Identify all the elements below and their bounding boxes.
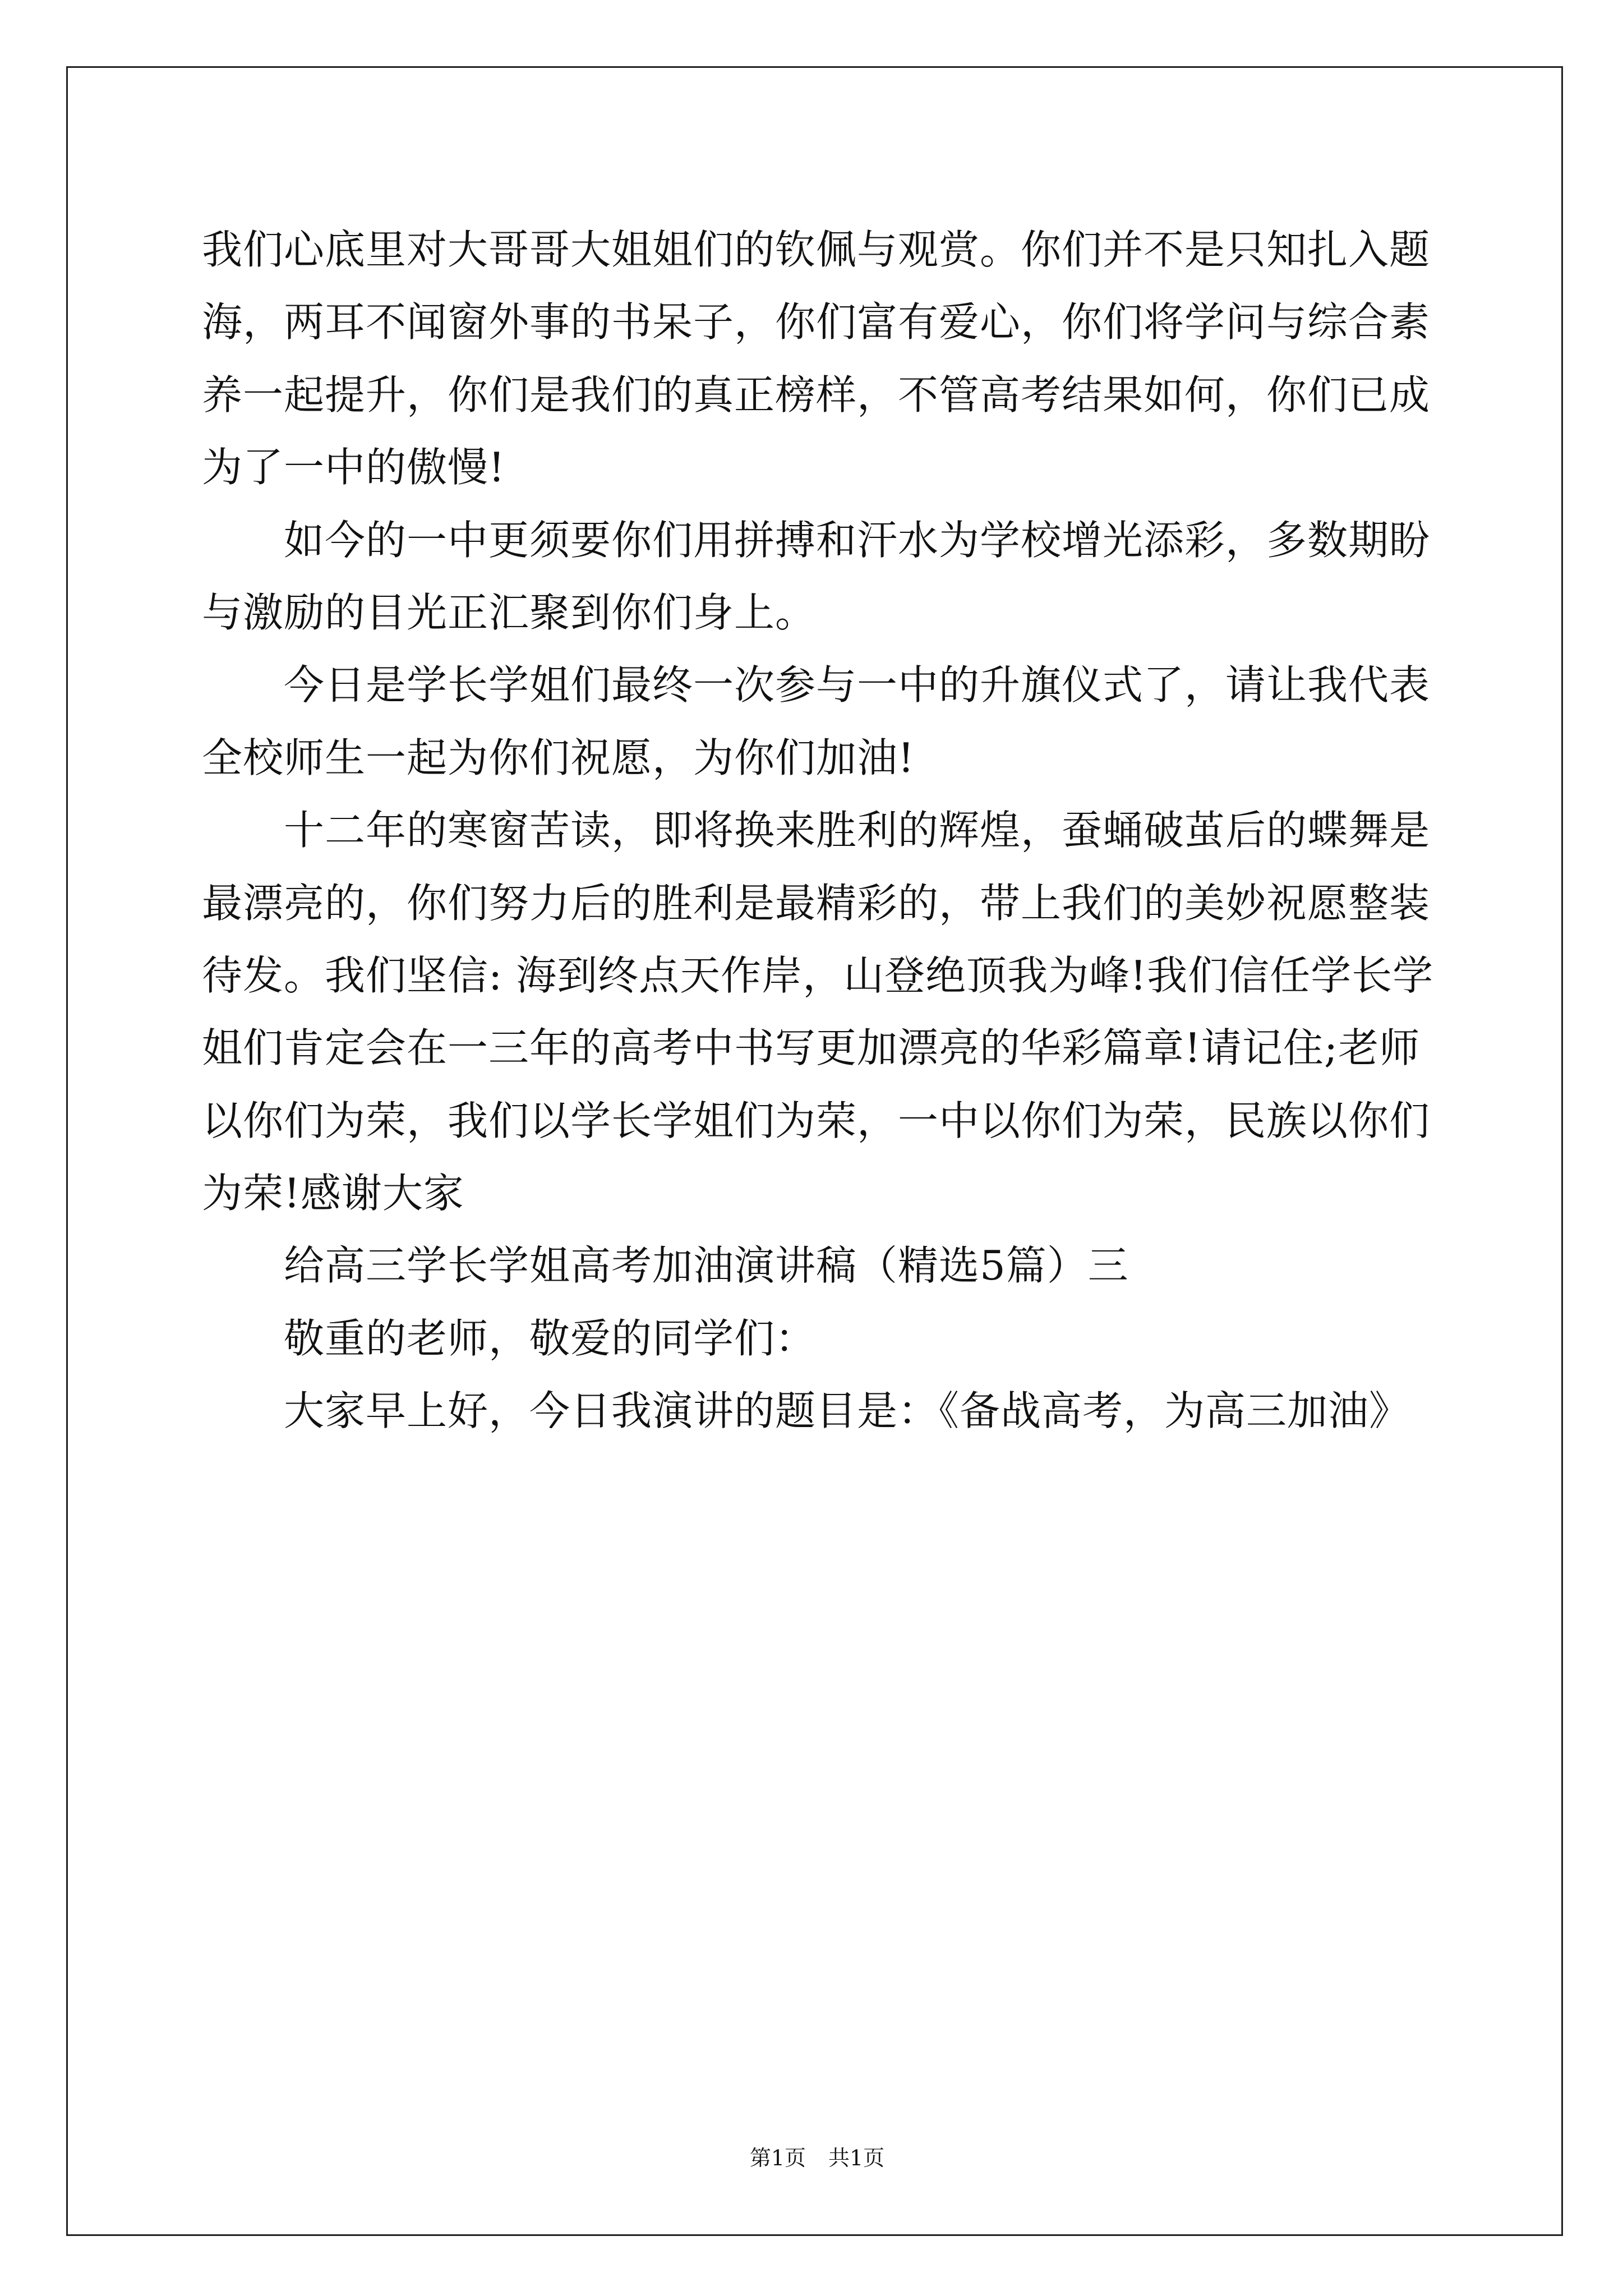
text-line: 全校师生一起为你们祝愿，为你们加油!: [202, 734, 915, 781]
text-line: 如今的一中更须要你们用拼搏和汗水为学校增光添彩，多数期盼: [284, 516, 1431, 564]
text-line: 我们心底里对大哥哥大姐姐们的钦佩与观赏。你们并不是只知扎入题: [202, 226, 1431, 273]
page-footer: [649, 2144, 985, 2172]
text-line: 以你们为荣，我们以学长学姐们为荣，一中以你们为荣，民族以你们: [202, 1097, 1431, 1144]
text-line: 今日是学长学姐们最终一次参与一中的升旗仪式了，请让我代表: [284, 661, 1431, 709]
heading-line: 给高三学长学姐高考加油演讲稿（精选5篇）三: [284, 1242, 1129, 1290]
text-line: 为了一中的傲慢!: [202, 444, 505, 491]
paragraph: [202, 649, 1453, 794]
page-number-current: 第1页: [749, 2146, 806, 2170]
text-line: 为荣!感谢大家: [202, 1170, 464, 1217]
text-line: 大家早上好，今日我演讲的题目是：《备战高考，为高三加油》: [284, 1387, 1410, 1435]
page-number-total: 共1页: [828, 2146, 885, 2170]
salutation: [202, 1303, 1453, 1375]
text-line: 最漂亮的，你们努力后的胜利是最精彩的，带上我们的美妙祝愿整装: [202, 879, 1431, 927]
paragraph: [202, 504, 1453, 650]
text-line: 养一起提升，你们是我们的真正榜样，不管高考结果如何，你们已成: [202, 371, 1431, 418]
text-line: 海，两耳不闻窗外事的书呆子，你们富有爱心，你们将学问与综合素: [202, 298, 1431, 346]
text-line: 敬重的老师，敬爱的同学们：: [284, 1314, 817, 1362]
document-body: [202, 214, 1453, 1448]
text-line: 待发。我们坚信: 海到终点天作岸，山登绝顶我为峰!我们信任学长学: [202, 951, 1434, 999]
text-line: 姐们肯定会在一三年的高考中书写更加漂亮的华彩篇章!请记住;老师: [202, 1024, 1421, 1072]
paragraph: [202, 1375, 1453, 1447]
text-line: 十二年的寒窗苦读，即将换来胜利的辉煌，蚕蛹破茧后的蝶舞是: [284, 807, 1431, 854]
paragraph: [202, 794, 1453, 1230]
section-heading: [202, 1230, 1453, 1302]
text-line: 与激励的目光正汇聚到你们身上。: [202, 588, 817, 636]
paragraph: [202, 214, 1453, 504]
